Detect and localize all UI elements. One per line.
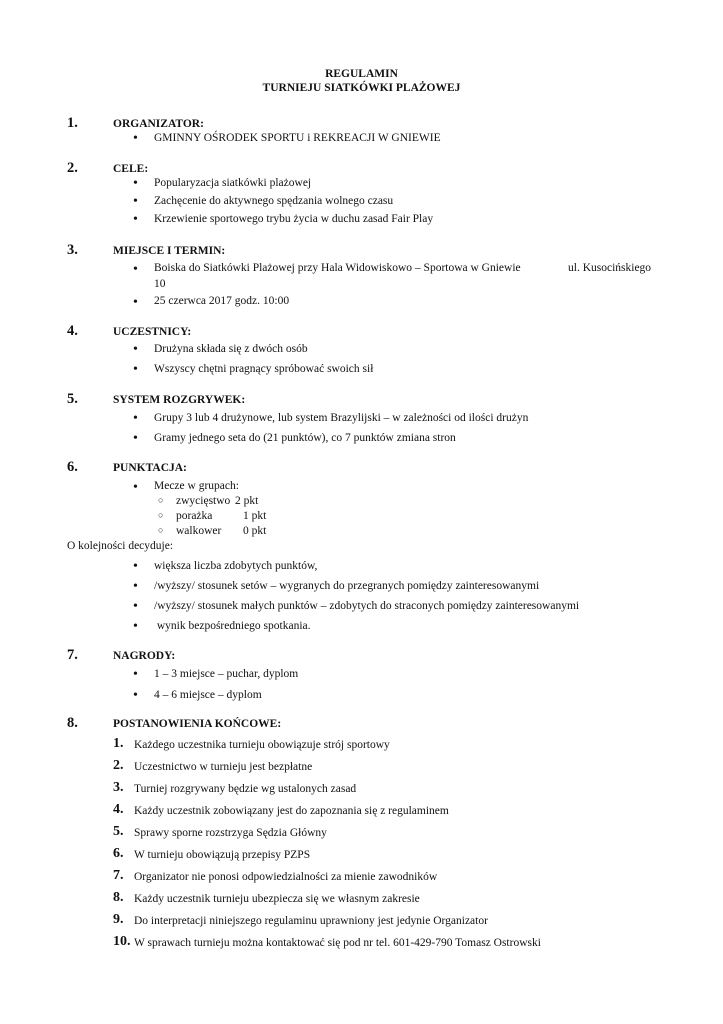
bullet-icon: • [133,262,138,277]
bullet-icon: • [133,194,138,209]
section-2-item-1: Popularyzacja siatkówki plażowej [154,177,312,189]
final-item-1-text: Każdego uczestnika turnieju obowiązuje strój sportowy [134,739,390,751]
section-1-heading: ORGANIZATOR: [113,118,204,130]
bullet-icon: • [133,431,138,446]
section-1-item-1: GMINNY OŚRODEK SPORTU i REKREACJI W GNIEWIE [154,132,441,144]
bullet-icon: • [133,362,138,377]
section-6-number: 6. [67,459,78,475]
bullet-icon: • [133,176,138,191]
section-3-item-1-street: ul. Kusocińskiego [568,262,652,274]
final-item-9-number: 9. [113,912,124,927]
section-6-heading: PUNKTACJA: [113,462,187,474]
title-line-2: TURNIEJU SIATKÓWKI PLAŻOWEJ [262,82,461,94]
bullet-icon: • [133,579,138,594]
section-2-item-2: Zachęcenie do aktywnego spędzania wolnego czasu [154,195,394,207]
section-5-item-1: Grupy 3 lub 4 drużynowe, lub system Brazylijski – w zależności od ilości drużyn [154,412,529,424]
section-3-item-2: 25 czerwca 2017 godz. 10:00 [154,295,290,307]
section-5-heading: SYSTEM ROZGRYWEK: [113,394,246,406]
final-item-6-number: 6. [113,846,124,861]
bullet-icon: • [133,599,138,614]
section-2-item-3: Krzewienie sportowego trybu życia w duchu zasad Fair Play [154,213,434,225]
section-7-item-2: 4 – 6 miejsce – dyplom [154,689,262,701]
bullet-icon: • [133,411,138,426]
section-5-item-2: Gramy jednego seta do (21 punktów), co 7 punktów zmiana stron [154,432,456,444]
section-6-order-4: wynik bezpośredniego spotkania. [154,620,311,632]
final-item-2-text: Uczestnictwo w turnieju jest bezpłatne [134,761,313,773]
section-3-item-1-number: 10 [154,278,166,290]
section-6-sub-2-label: porażka [176,510,213,522]
bullet-icon: • [133,342,138,357]
final-item-7-text: Organizator nie ponosi odpowiedzialności za mienie zawodników [134,871,438,883]
section-6-sub-3-label: walkower [176,525,222,537]
circle-bullet-icon: ○ [158,495,164,505]
section-6-sub-3-value: 0 pkt [243,525,267,537]
final-item-2-number: 2. [113,758,124,773]
section-4-number: 4. [67,323,78,339]
final-item-1-number: 1. [113,736,124,751]
section-7-item-1: 1 – 3 miejsce – puchar, dyplom [154,668,299,680]
bullet-icon: • [133,688,138,703]
section-6-sub-2-value: 1 pkt [243,510,267,522]
bullet-icon: • [133,295,138,310]
final-item-3-number: 3. [113,780,124,795]
section-3-item-1: Boiska do Siatkówki Plażowej przy Hala Widowiskowo – Sportowa w Gniewie [154,262,521,274]
final-item-6-text: W turnieju obowiązują przepisy PZPS [134,849,311,861]
final-item-7-number: 7. [113,868,124,883]
title-line-1: REGULAMIN [325,68,398,80]
section-6-sub-1-value: 2 pkt [235,495,259,507]
circle-bullet-icon: ○ [158,525,164,535]
section-6-order-label: O kolejności decyduje: [67,540,174,552]
final-item-10-text: W sprawach turnieju można kontaktować się pod nr tel. 601-429-790 Tomasz Ostrowski [134,937,541,949]
section-4-heading: UCZESTNICY: [113,326,192,338]
final-item-4-text: Każdy uczestnik zobowiązany jest do zapoznania się z regulaminem [134,805,449,817]
final-item-3-text: Turniej rozgrywany będzie wg ustalonych zasad [134,783,357,795]
section-6-order-1: większa liczba zdobytych punktów, [154,560,318,572]
bullet-icon: • [133,667,138,682]
section-4-item-1: Drużyna składa się z dwóch osób [154,343,308,355]
bullet-icon: • [133,619,138,634]
final-item-10-number: 10. [113,934,131,949]
final-item-8-number: 8. [113,890,124,905]
section-2-heading: CELE: [113,163,149,175]
section-6-order-2: /wyższy/ stosunek setów – wygranych do przegranych pomiędzy zainteresowanymi [154,580,540,592]
section-3-heading: MIEJSCE I TERMIN: [113,245,226,257]
section-7-heading: NAGRODY: [113,650,176,662]
section-1-number: 1. [67,115,78,131]
section-6-sub-1-label: zwycięstwo [176,495,231,507]
section-2-number: 2. [67,160,78,176]
section-4-item-2: Wszyscy chętni pragnący spróbować swoich sił [154,363,374,375]
section-8-heading: POSTANOWIENIA KOŃCOWE: [113,718,282,730]
bullet-icon: • [133,559,138,574]
circle-bullet-icon: ○ [158,510,164,520]
section-5-number: 5. [67,391,78,407]
section-7-number: 7. [67,647,78,663]
bullet-icon: • [133,131,138,146]
final-item-5-number: 5. [113,824,124,839]
final-item-5-text: Sprawy sporne rozstrzyga Sędzia Główny [134,827,327,839]
section-3-number: 3. [67,242,78,258]
final-item-4-number: 4. [113,802,124,817]
section-6-group-label: Mecze w grupach: [154,480,239,492]
section-8-number: 8. [67,715,78,731]
section-6-order-3: /wyższy/ stosunek małych punktów – zdobytych do straconych pomiędzy zainteresowanymi [154,600,580,612]
bullet-icon: • [133,212,138,227]
final-item-9-text: Do interpretacji niniejszego regulaminu uprawniony jest jedynie Organizator [134,915,488,927]
final-item-8-text: Każdy uczestnik turnieju ubezpiecza się we własnym zakresie [134,893,420,905]
document-title [0,67,723,95]
bullet-icon: • [133,480,138,495]
